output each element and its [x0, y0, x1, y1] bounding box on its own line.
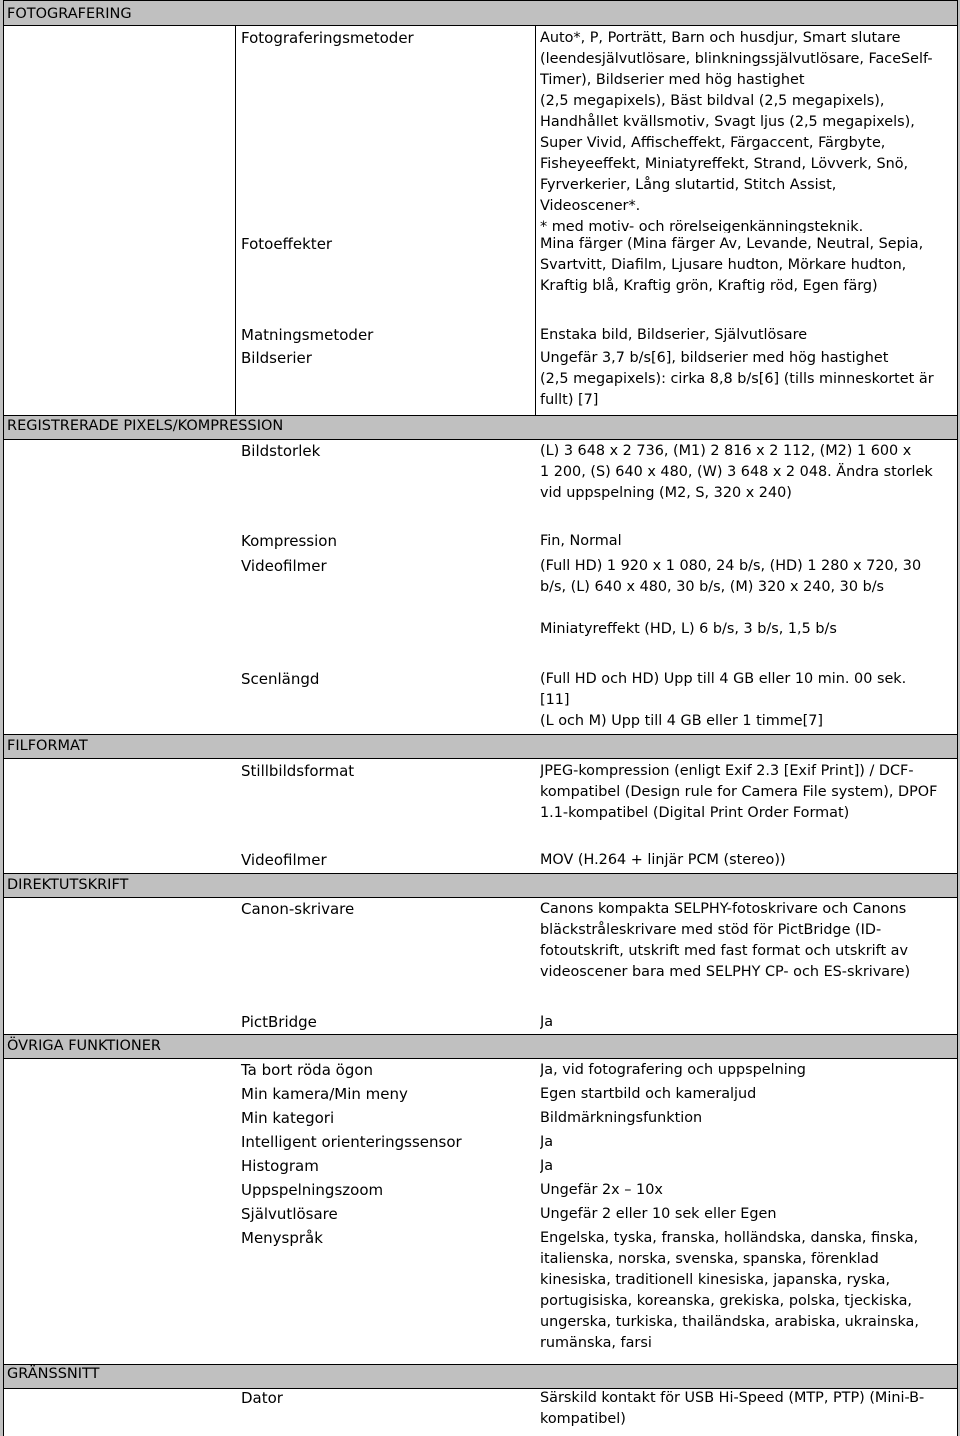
label-roda-ogon: Ta bort röda ögon	[241, 1061, 374, 1079]
label-sjalvutlosare: Självutlösare	[241, 1205, 338, 1223]
value-line: 1.1-kompatibel (Digital Print Order Format)	[540, 805, 850, 821]
section-filformat: FILFORMAT	[7, 738, 88, 754]
value-line: * med motiv- och rörelseigenkänningsteknik.	[540, 219, 864, 233]
value-line: Canons kompakta SELPHY-fotoskrivare och Canons	[540, 901, 907, 917]
divider	[3, 439, 958, 440]
label-kompression: Kompression	[241, 532, 337, 550]
value-line: Auto*, P, Porträtt, Barn och husdjur, Smart slutare	[540, 30, 901, 46]
value-line: ungerska, turkiska, thailändska, arabiska, ukrainska,	[540, 1314, 919, 1330]
label-canon-skrivare: Canon-skrivare	[241, 900, 355, 918]
label-menysprak: Menyspråk	[241, 1229, 323, 1247]
label-videofilmer: Videofilmer	[241, 557, 327, 575]
label-videofilmer-format: Videofilmer	[241, 851, 327, 869]
value-line: Ja	[540, 1134, 554, 1150]
divider	[3, 1364, 958, 1365]
value-bildstorlek	[540, 441, 956, 504]
value-line: Handhållet kvällsmotiv, Svagt ljus (2,5 megapixels),	[540, 114, 915, 130]
value-roda-ogon	[540, 1060, 956, 1081]
value-line: Ungefär 2 eller 10 sek eller Egen	[540, 1206, 777, 1222]
label-stillbildsformat: Stillbildsformat	[241, 762, 355, 780]
value-videofilmer-format	[540, 850, 956, 871]
value-line: JPEG-kompression (enligt Exif 2.3 [Exif Print]) / DCF-	[540, 763, 914, 779]
value-line: videoscener bara med SELPHY CP- och ES-skrivare)	[540, 964, 911, 980]
value-orienteringssensor	[540, 1132, 956, 1153]
value-miniatyreffekt	[540, 619, 956, 640]
value-line: (2,5 megapixels): cirka 8,8 b/s[6] (tills minneskortet är	[540, 371, 934, 387]
label-min-kategori: Min kategori	[241, 1109, 335, 1127]
value-scenlangd	[540, 669, 956, 733]
value-kompression	[540, 531, 956, 552]
value-line: (L och M) Upp till 4 GB eller 1 timme[7]	[540, 713, 823, 729]
value-line: (Full HD) 1 920 x 1 080, 24 b/s, (HD) 1 280 x 720, 30	[540, 558, 922, 574]
value-line: rumänska, farsi	[540, 1335, 652, 1351]
value-line: Egen startbild och kameraljud	[540, 1086, 757, 1102]
value-line: italienska, norska, svenska, spanska, förenklad	[540, 1251, 879, 1267]
value-line: Ungefär 3,7 b/s[6], bildserier med hög hastighet	[540, 350, 889, 366]
label-bildstorlek: Bildstorlek	[241, 442, 321, 460]
value-menysprak	[540, 1228, 956, 1354]
value-line: (2,5 megapixels), Bäst bildval (2,5 megapixels),	[540, 93, 885, 109]
value-line: (Full HD och HD) Upp till 4 GB eller 10 min. 00 sek.	[540, 671, 907, 687]
value-line: Videoscener*.	[540, 198, 641, 214]
value-bildserier	[540, 348, 956, 411]
label-fotoeffekter: Fotoeffekter	[241, 235, 333, 253]
value-line: b/s, (L) 640 x 480, 30 b/s, (M) 320 x 240, 30 b/s	[540, 579, 885, 595]
value-line: portugisiska, koreanska, grekiska, polska, tjeckiska,	[540, 1293, 913, 1309]
value-line: vid uppspelning (M2, S, 320 x 240)	[540, 485, 792, 501]
label-fotograferingsmetoder: Fotograferingsmetoder	[241, 29, 414, 47]
divider	[3, 758, 958, 759]
divider	[3, 1034, 958, 1035]
table-border-top	[3, 0, 958, 1]
value-line: kinesiska, traditionell kinesiska, japanska, ryska,	[540, 1272, 891, 1288]
value-line: Ja	[540, 1014, 554, 1030]
value-line: Fin, Normal	[540, 533, 622, 549]
value-line: Mina färger (Mina färger Av, Levande, Neutral, Sepia,	[540, 236, 924, 252]
value-uppspelningszoom	[540, 1180, 956, 1201]
section-granssnitt: GRÄNSSNITT	[7, 1366, 100, 1382]
value-line: Timer), Bildserier med hög hastighet	[540, 72, 805, 88]
table-border-right	[957, 0, 958, 1436]
divider	[3, 1058, 958, 1059]
value-line: Fyrverkerier, Lång slutartid, Stitch Assist,	[540, 177, 837, 193]
value-pictbridge	[540, 1012, 956, 1033]
value-line: [11]	[540, 692, 570, 708]
value-line: kompatibel (Design rule for Camera File system), DPOF	[540, 784, 938, 800]
value-line: Ja	[540, 1158, 554, 1174]
value-canon-skrivare	[540, 899, 956, 983]
divider	[3, 873, 958, 874]
value-line: bläckstråleskrivare med stöd för PictBridge (ID-	[540, 922, 882, 938]
value-line: fullt) [7]	[540, 392, 599, 408]
value-line: Kraftig blå, Kraftig grön, Kraftig röd, Egen färg)	[540, 278, 878, 294]
value-line: kompatibel)	[540, 1411, 626, 1427]
label-uppspelningszoom: Uppspelningszoom	[241, 1181, 384, 1199]
divider	[3, 25, 958, 26]
value-min-kamera	[540, 1084, 956, 1105]
value-line: MOV (H.264 + linjär PCM (stereo))	[540, 852, 786, 868]
section-direktutskrift: DIREKTUTSKRIFT	[7, 877, 129, 893]
label-min-kamera: Min kamera/Min meny	[241, 1085, 408, 1103]
value-line: Fisheyeeffekt, Miniatyreffekt, Strand, Lövverk, Snö,	[540, 156, 909, 172]
value-min-kategori	[540, 1108, 956, 1129]
value-line: Enstaka bild, Bildserier, Självutlösare	[540, 327, 808, 343]
label-pictbridge: PictBridge	[241, 1013, 317, 1031]
table-border-left	[3, 0, 4, 1436]
section-ovriga: ÖVRIGA FUNKTIONER	[7, 1038, 162, 1054]
label-orienteringssensor: Intelligent orienteringssensor	[241, 1133, 462, 1151]
value-line: Ja, vid fotografering och uppspelning	[540, 1062, 806, 1078]
value-dator	[540, 1388, 956, 1430]
value-histogram	[540, 1156, 956, 1177]
divider	[3, 734, 958, 735]
column-divider	[235, 25, 236, 415]
value-line: Bildmärkningsfunktion	[540, 1110, 703, 1126]
column-divider	[535, 25, 536, 415]
value-line: Svartvitt, Diafilm, Ljusare hudton, Mörkare hudton,	[540, 257, 907, 273]
value-line: Ungefär 2x – 10x	[540, 1182, 663, 1198]
value-stillbildsformat	[540, 761, 956, 824]
label-bildserier: Bildserier	[241, 349, 312, 367]
label-histogram: Histogram	[241, 1157, 319, 1175]
value-sjalvutlosare	[540, 1204, 956, 1225]
section-fotografering: FOTOGRAFERING	[7, 6, 132, 22]
value-line: Särskild kontakt för USB Hi-Speed (MTP, PTP) (Mini-B-	[540, 1390, 925, 1406]
value-matningsmetoder	[540, 325, 956, 346]
label-matningsmetoder: Matningsmetoder	[241, 326, 374, 344]
section-registrerade: REGISTRERADE PIXELS/KOMPRESSION	[7, 418, 284, 434]
value-line: Engelska, tyska, franska, holländska, danska, finska,	[540, 1230, 919, 1246]
value-line: (leendesjälvutlösare, blinkningssjälvutlösare, FaceSelf-	[540, 51, 933, 67]
value-line: (L) 3 648 x 2 736, (M1) 2 816 x 2 112, (M2) 1 600 x	[540, 443, 912, 459]
value-line: Miniatyreffekt (HD, L) 6 b/s, 3 b/s, 1,5 b/s	[540, 621, 837, 637]
value-line: Super Vivid, Affischeffekt, Färgaccent, Färgbyte,	[540, 135, 886, 151]
divider	[3, 897, 958, 898]
label-dator: Dator	[241, 1389, 283, 1407]
value-line: fotoutskrift, utskrift med fast format och utskrift av	[540, 943, 909, 959]
value-fotoeffekter	[540, 234, 956, 297]
value-fotograferingsmetoder	[540, 28, 956, 233]
label-scenlangd: Scenlängd	[241, 670, 320, 688]
value-videofilmer	[540, 556, 956, 598]
value-line: 1 200, (S) 640 x 480, (W) 3 648 x 2 048. Ändra storlek	[540, 464, 933, 480]
